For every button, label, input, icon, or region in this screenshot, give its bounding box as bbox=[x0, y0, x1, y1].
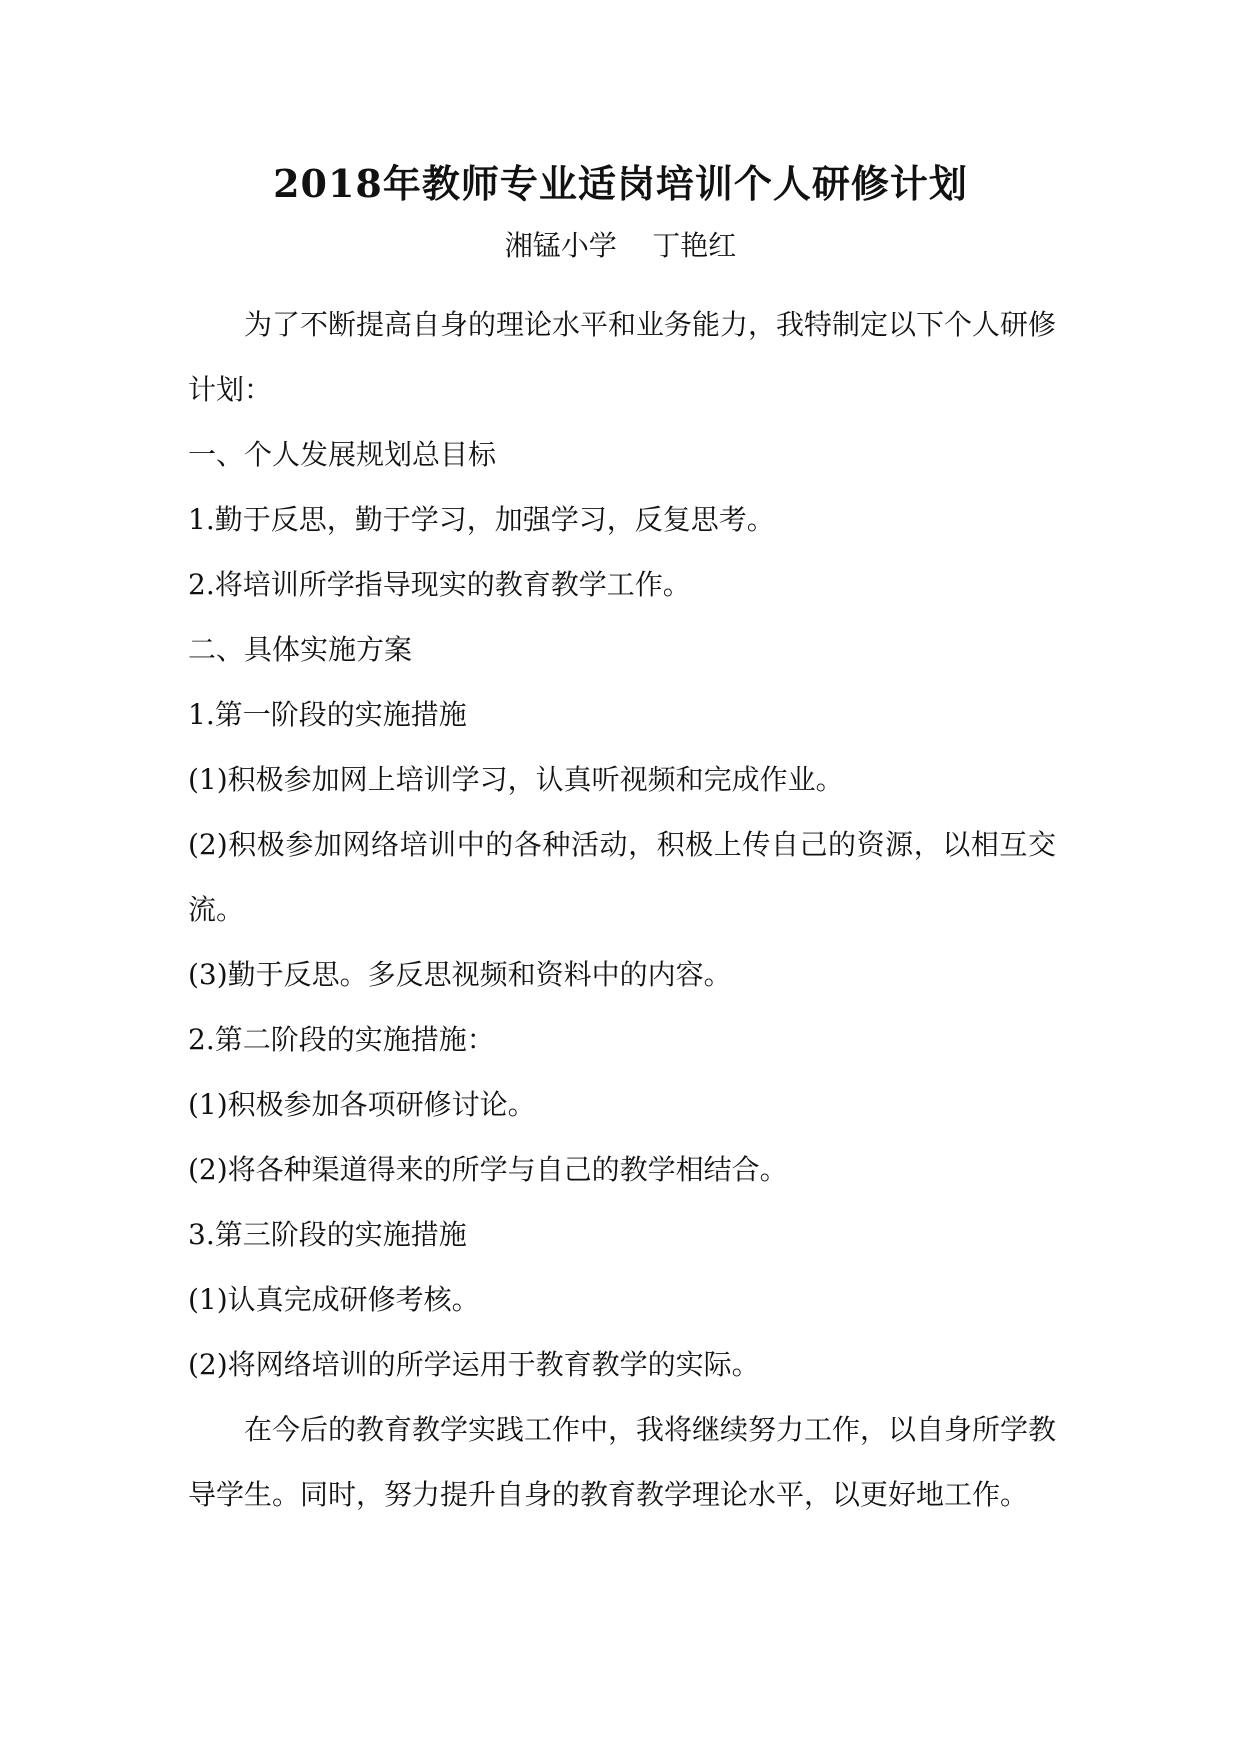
goal-item-1: 1.勤于反思，勤于学习，加强学习，反复思考。 bbox=[188, 503, 775, 536]
section-heading-plan: 二、具体实施方案 bbox=[188, 633, 413, 666]
document-body bbox=[188, 292, 1056, 1527]
section-heading-goals: 一、个人发展规划总目标 bbox=[188, 438, 497, 471]
stage-1-item-2: (2)积极参加网络培训中的各种活动，积极上传自己的资源，以相互交流。 bbox=[188, 828, 1056, 926]
stage-1-heading: 1.第一阶段的实施措施 bbox=[188, 698, 467, 731]
stage-2-item-1: (1)积极参加各项研修讨论。 bbox=[188, 1088, 536, 1121]
stage-3-heading: 3.第三阶段的实施措施 bbox=[188, 1218, 467, 1251]
closing-paragraph: 在今后的教育教学实践工作中，我将继续努力工作，以自身所学教导学生。同时，努力提升自身的教育教学理论水平，以更好地工作。 bbox=[188, 1413, 1057, 1511]
stage-3-item-2: (2)将网络培训的所学运用于教育教学的实际。 bbox=[188, 1348, 760, 1381]
stage-1-item-3: (3)勤于反思。多反思视频和资料中的内容。 bbox=[188, 958, 732, 991]
stage-2-heading: 2.第二阶段的实施措施： bbox=[188, 1023, 495, 1056]
intro-paragraph: 为了不断提高自身的理论水平和业务能力，我特制定以下个人研修计划： bbox=[188, 308, 1057, 406]
document-title: 2018年教师专业适岗培训个人研修计划 bbox=[273, 161, 968, 206]
stage-1-item-1: (1)积极参加网上培训学习，认真听视频和完成作业。 bbox=[188, 763, 844, 796]
stage-2-item-2: (2)将各种渠道得来的所学与自己的教学相结合。 bbox=[188, 1153, 788, 1186]
author-line: 湘锰小学 丁艳红 bbox=[504, 229, 737, 262]
stage-3-item-1: (1)认真完成研修考核。 bbox=[188, 1283, 480, 1316]
goal-item-2: 2.将培训所学指导现实的教育教学工作。 bbox=[188, 568, 691, 601]
